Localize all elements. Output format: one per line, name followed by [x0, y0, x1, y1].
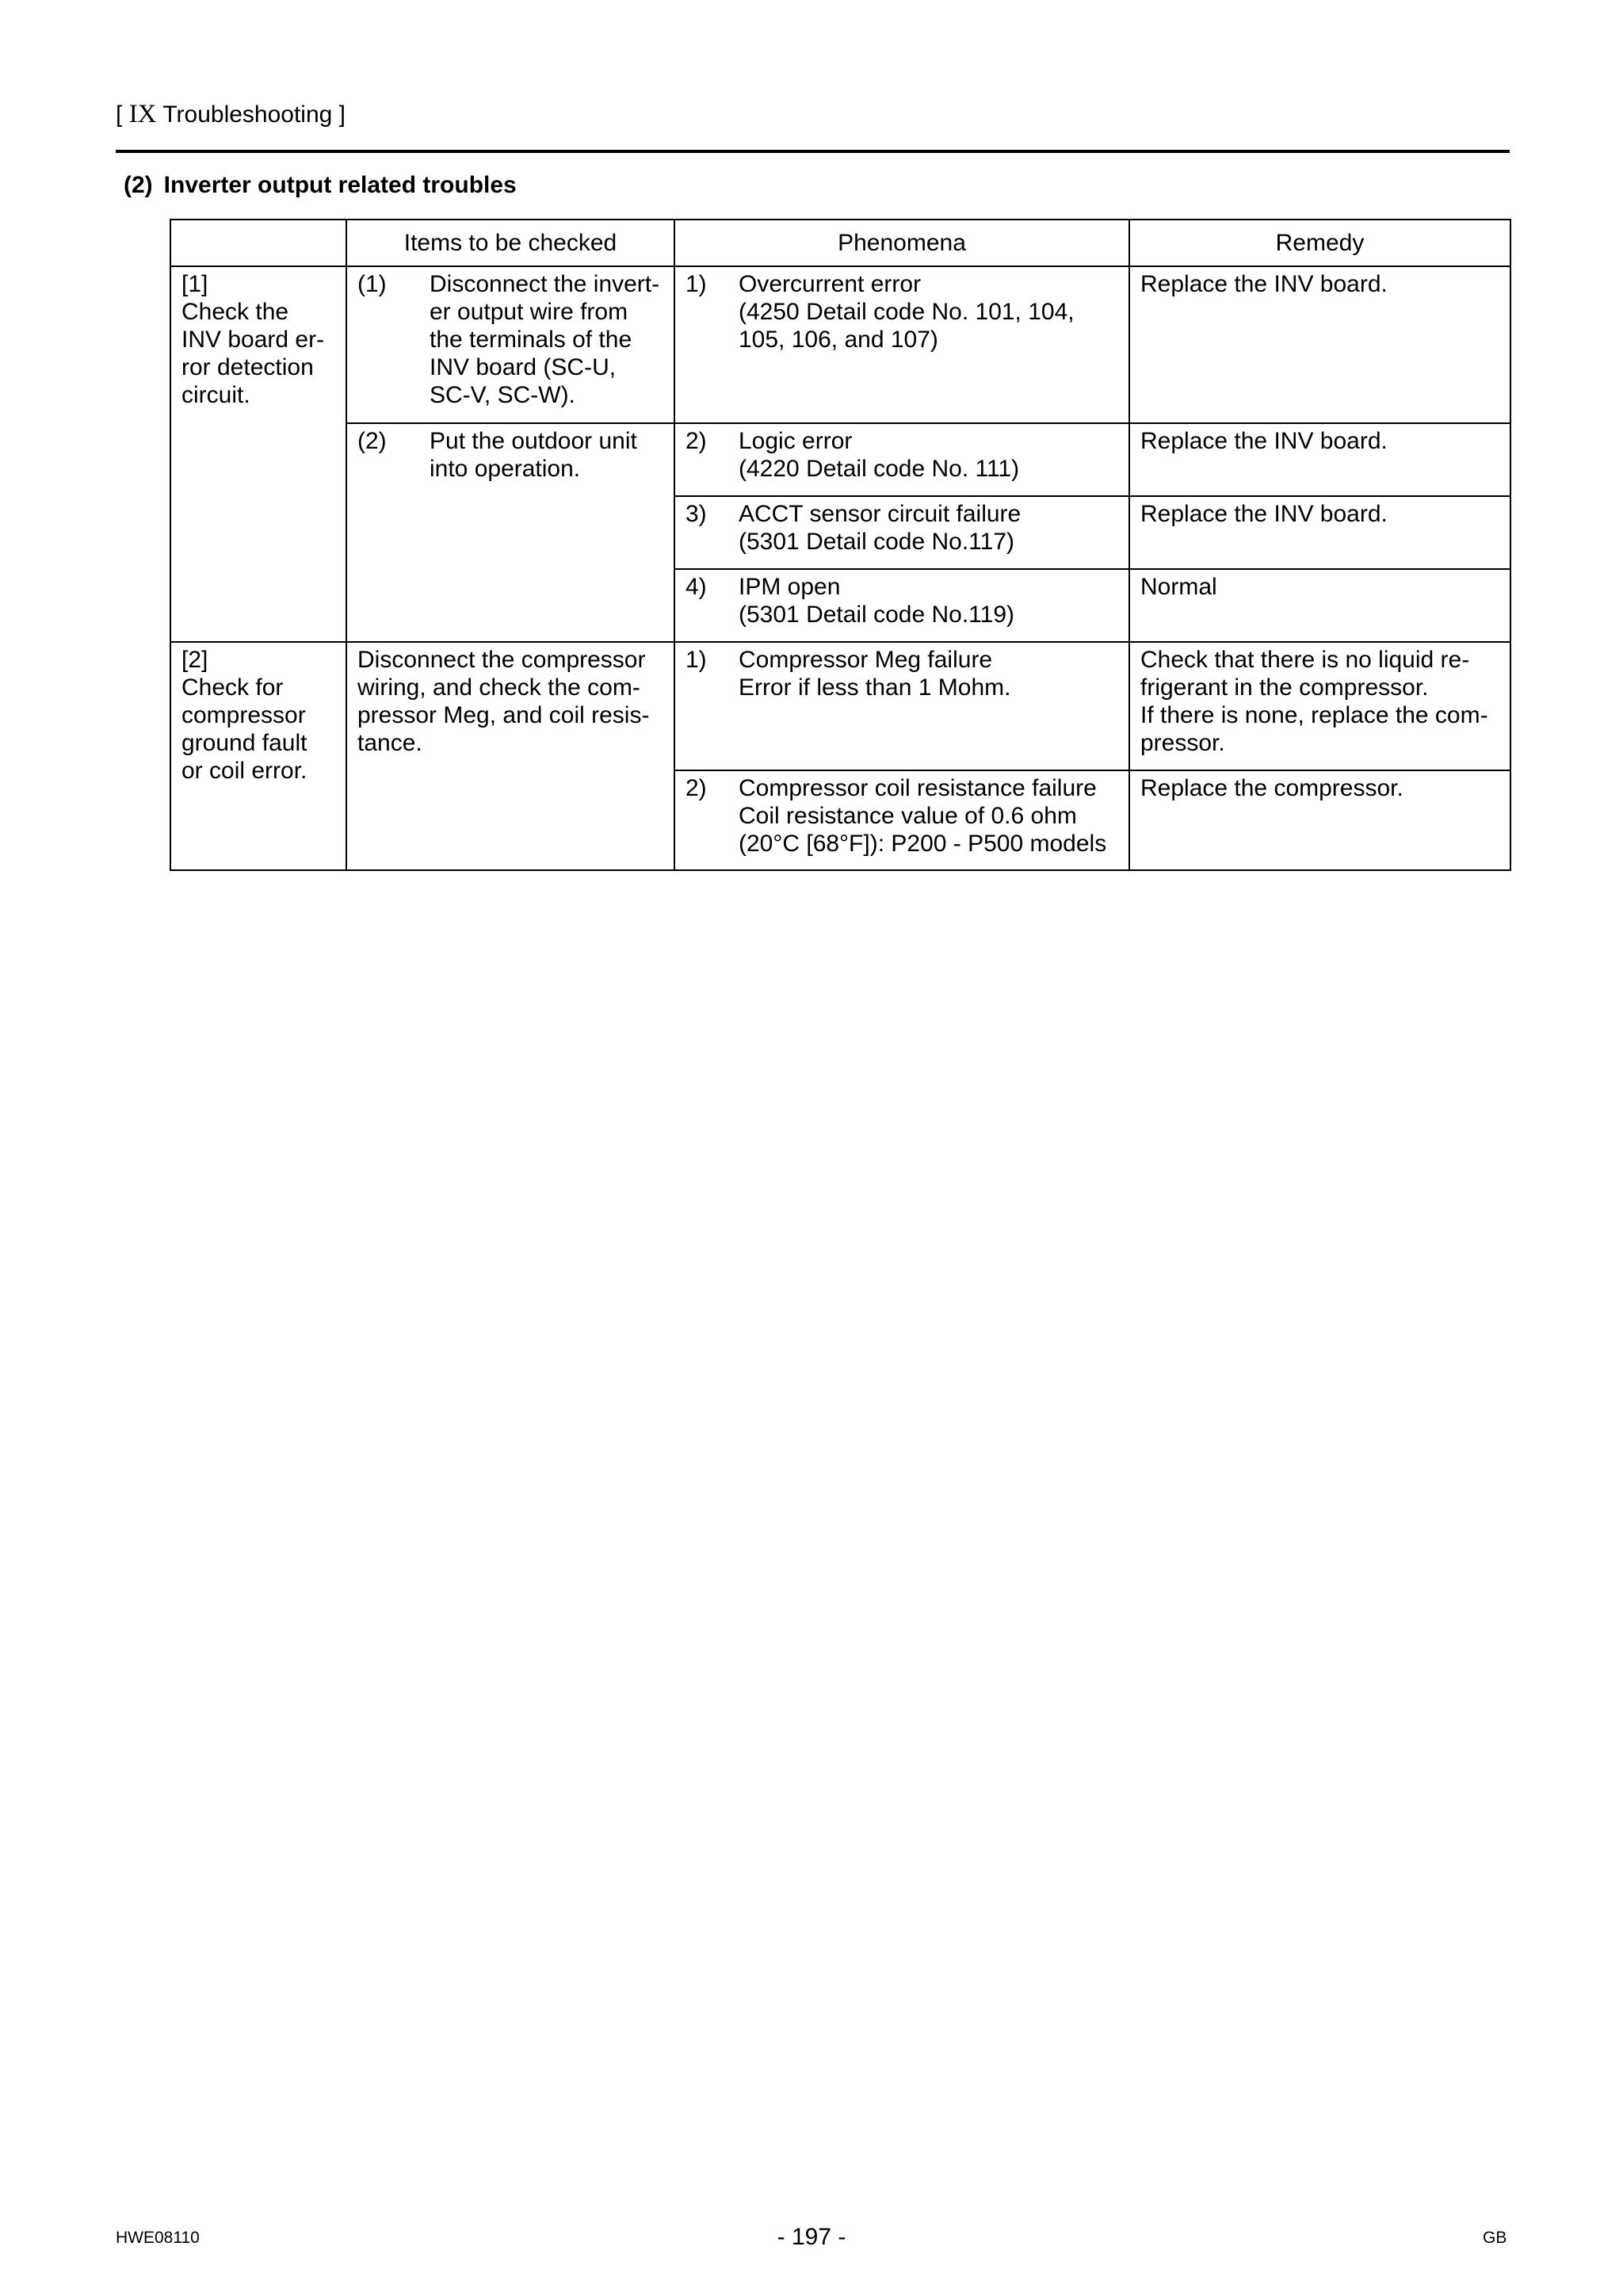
footer-document-code: HWE08110	[116, 2229, 200, 2247]
phenomenon-number: 1)	[685, 271, 707, 297]
phenomenon-cell	[674, 569, 1129, 642]
section-number: (2)	[124, 172, 153, 198]
table-header-row	[170, 220, 1510, 266]
remedy-cell	[1129, 496, 1510, 569]
column-header-remedy: Remedy	[1129, 220, 1510, 266]
table-row	[170, 266, 1510, 423]
remedy-cell	[1129, 266, 1510, 423]
phenomenon-text: Overcurrent error (4250 Detail code No. 101, 104, 105, 106, and 107)	[739, 271, 1075, 353]
phenomenon-cell	[674, 642, 1129, 770]
phenomenon-cell	[674, 770, 1129, 870]
item-2-cell	[346, 423, 674, 642]
phenomenon-text: ACCT sensor circuit failure (5301 Detail code No.117)	[739, 501, 1022, 555]
header-divider	[116, 150, 1510, 153]
phenomenon-2-2	[675, 771, 1128, 865]
item-compressor-cell	[346, 642, 674, 870]
remedy-text: Replace the INV board.	[1140, 428, 1388, 454]
item-1-cell	[346, 266, 674, 423]
footer-region-code: GB	[1483, 2229, 1507, 2247]
table-row	[170, 423, 1510, 496]
phenomenon-number: 1)	[685, 647, 707, 673]
section-title-text: Inverter output related troubles	[163, 172, 517, 198]
phenomenon-cell	[674, 496, 1129, 569]
troubleshooting-table	[170, 219, 1511, 871]
section-title	[124, 172, 517, 199]
phenomenon-1-2	[675, 424, 1128, 491]
remedy-cell	[1129, 569, 1510, 642]
item-2-number: (2)	[357, 428, 387, 454]
remedy-text: Normal	[1140, 574, 1217, 600]
header-chapter-roman: IX	[128, 100, 157, 128]
item-1-text: Disconnect the invert- er output wire from the terminals of the INV board (SC-U, SC-V, SC-W).	[430, 271, 660, 408]
running-header	[116, 100, 346, 129]
check-group-1-cell	[170, 266, 346, 642]
phenomenon-cell	[674, 266, 1129, 423]
remedy-text: Check that there is no liquid re- frigerant in the compressor. If there is none, replace the com- pressor.	[1140, 647, 1488, 756]
phenomenon-cell	[674, 423, 1129, 496]
footer-page-number: - 197 -	[777, 2224, 846, 2250]
phenomenon-number: 4)	[685, 574, 707, 600]
remedy-cell	[1129, 423, 1510, 496]
item-1-number: (1)	[357, 271, 387, 297]
phenomenon-2-1	[675, 643, 1128, 709]
item-2	[347, 424, 674, 483]
column-header-phenomena: Phenomena	[674, 220, 1129, 266]
item-compressor-text: Disconnect the compressor wiring, and check the com- pressor Meg, and coil resis- tance.	[357, 647, 650, 756]
phenomenon-number: 2)	[685, 428, 707, 454]
phenomenon-text: Compressor Meg failure Error if less than 1 Mohm.	[739, 647, 1011, 701]
phenomenon-text: IPM open (5301 Detail code No.119)	[739, 574, 1014, 628]
header-open-bracket: [	[116, 101, 123, 128]
item-2-text: Put the outdoor unit into operation.	[430, 428, 637, 482]
column-header-blank	[170, 220, 346, 266]
phenomenon-1-4	[675, 570, 1128, 636]
remedy-text: Replace the INV board.	[1140, 501, 1388, 527]
remedy-text: Replace the INV board.	[1140, 271, 1388, 297]
remedy-text: Replace the compressor.	[1140, 775, 1403, 801]
table-row	[170, 642, 1510, 770]
item-1	[347, 267, 674, 409]
column-header-items: Items to be checked	[346, 220, 674, 266]
phenomenon-number: 2)	[685, 775, 707, 801]
phenomenon-text: Logic error (4220 Detail code No. 111)	[739, 428, 1020, 482]
remedy-cell	[1129, 642, 1510, 770]
phenomenon-text: Compressor coil resistance failure Coil resistance value of 0.6 ohm (20°C [68°F]): P200 - P500 models	[739, 775, 1107, 857]
phenomenon-1-1	[675, 267, 1128, 361]
check-group-1-label: [1] Check the INV board er- ror detection circuit.	[181, 271, 325, 408]
phenomenon-1-3	[675, 497, 1128, 563]
phenomenon-number: 3)	[685, 501, 707, 527]
check-group-2-cell	[170, 642, 346, 870]
header-chapter-title: Troubleshooting ]	[162, 101, 346, 128]
check-group-2-label: [2] Check for compressor ground fault or coil error.	[181, 647, 307, 784]
remedy-cell	[1129, 770, 1510, 870]
